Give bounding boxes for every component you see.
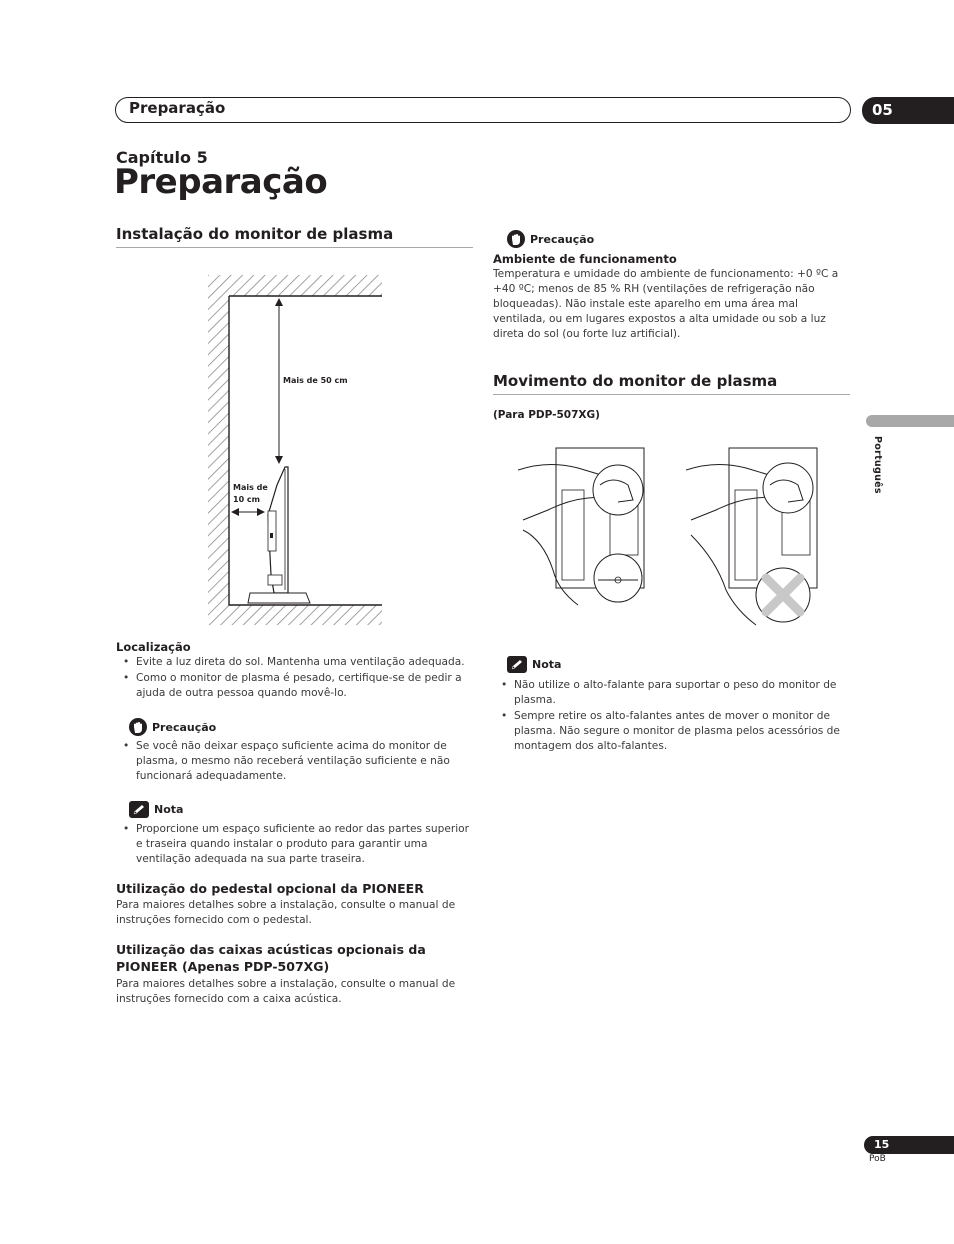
pencil-note-icon (507, 656, 527, 673)
caixas-heading: Utilização das caixas acústicas opcionais da PIONEER (Apenas PDP-507XG) (116, 942, 426, 974)
figure-label-50cm: Mais de 50 cm (283, 376, 348, 385)
page-number: 15 (864, 1136, 954, 1154)
page-language-code: PoB (869, 1154, 886, 1164)
list-item: • Sempre retire os alto-falantes antes de mover o monitor de plasma. Não segure o monitor de plasma pelos acessórios de montagem dos alto-falantes. (494, 709, 850, 754)
section-title-movement: Movimento do monitor de plasma (493, 372, 778, 390)
precaucao-heading-left (129, 718, 216, 736)
running-header-title: Preparação (129, 99, 226, 117)
model-note: (Para PDP-507XG) (493, 409, 600, 421)
list-item: • Proporcione um espaço suficiente ao redor das partes superior e traseira quando instalar o produto para garantir uma ventilação adequada na sua parte traseira. (116, 822, 478, 867)
running-header (115, 97, 851, 123)
list-item: • Como o monitor de plasma é pesado, certifique-se de pedir a ajuda de outra pessoa quando movê-lo. (116, 671, 478, 701)
nota-heading-right (507, 656, 561, 673)
precaucao-list-left (116, 739, 478, 785)
figure-label-10cm-line2: 10 cm (233, 495, 260, 504)
caution-hand-icon (507, 230, 525, 248)
precaucao-heading-right (507, 230, 594, 248)
section-rule (116, 247, 473, 248)
nota-heading-left (129, 801, 183, 818)
chapter-title: Preparação (114, 162, 328, 202)
caixas-text: Para maiores detalhes sobre a instalação, consulte o manual de instruções fornecido com a caixa acústica. (116, 978, 456, 1005)
section-rule (493, 394, 850, 395)
nota-list-left (116, 822, 478, 868)
language-tab (866, 415, 954, 427)
correct-lifting-illustration (518, 440, 678, 610)
pedestal-heading: Utilização do pedestal opcional da PIONEER (116, 881, 424, 896)
list-item: • Não utilize o alto-falante para suportar o peso do monitor de plasma. (494, 678, 850, 708)
nota-list-right (494, 678, 850, 755)
localizacao-heading: Localização (116, 640, 191, 654)
precaucao-label: Precaução (152, 720, 217, 734)
localizacao-list (116, 655, 478, 702)
caution-hand-icon (129, 718, 147, 736)
ambiente-heading: Ambiente de funcionamento (493, 252, 677, 266)
figure-label-10cm-line1: Mais de (233, 483, 268, 492)
chapter-number-tab: 05 (862, 97, 954, 124)
chapter-label: Capítulo 5 (116, 148, 208, 167)
pencil-note-icon (129, 801, 149, 818)
incorrect-lifting-illustration (686, 440, 846, 630)
nota-label: Nota (532, 658, 562, 671)
installation-clearance-diagram (208, 275, 382, 625)
pedestal-text: Para maiores detalhes sobre a instalação, consulte o manual de instruções fornecido com o pedestal. (116, 899, 456, 926)
section-title-installation: Instalação do monitor de plasma (116, 225, 394, 243)
precaucao-label: Precaução (530, 232, 595, 246)
nota-label: Nota (154, 803, 184, 816)
language-label: Português (872, 436, 883, 494)
list-item: • Evite a luz direta do sol. Mantenha uma ventilação adequada. (116, 655, 478, 670)
ambiente-text: Temperatura e umidade do ambiente de funcionamento: +0 ºC a +40 ºC; menos de 85 % RH (ventilações de refrigeração não bloqueadas). Não instale este aparelho em uma área mal ventilada, ou em lugares expostos a alta umidade ou sob a luz direta do sol (ou forte luz artificial). (493, 268, 839, 340)
list-item: • Se você não deixar espaço suficiente acima do monitor de plasma, o mesmo não receberá ventilação suficiente e não funcionará adequadamente. (116, 739, 478, 784)
